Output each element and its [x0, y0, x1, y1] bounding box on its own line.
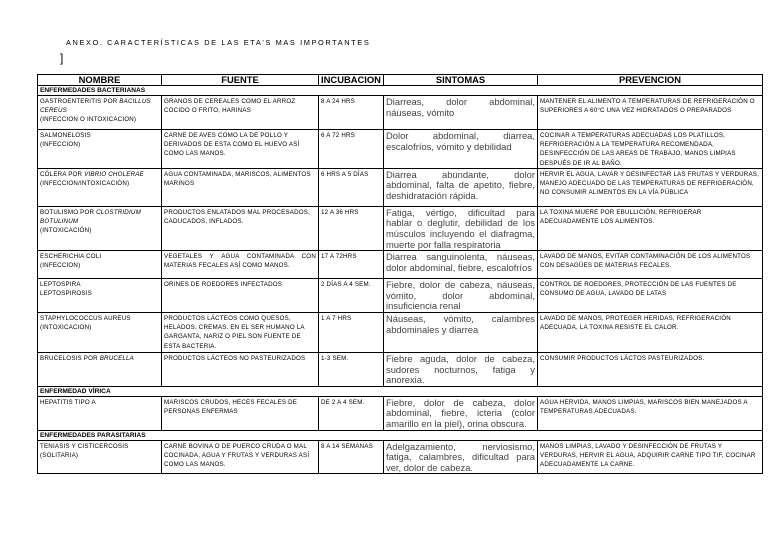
cell-incubacion: 2 DÍAS A 4 SEM.: [319, 279, 384, 313]
cell-nombre: [38, 312, 162, 352]
cell-nombre: [38, 352, 162, 386]
cell-nombre: [38, 168, 162, 206]
cell-prevencion: CONSUMIR PRODUCTOS LÁCTOS PASTEURIZADOS.: [538, 352, 763, 386]
cell-prevencion: AGUA HERVIDA, MANOS LIMPIAS, MARISCOS BIEN MANEJADOS A TEMPERATURAS ADECUADAS.: [538, 396, 763, 430]
cell-incubacion: 17 A 72HRS: [319, 251, 384, 279]
name-text: BOTULISMO POR: [40, 208, 97, 216]
cell-incubacion: 8 A 14 SEMANAS: [319, 440, 384, 474]
name-type: (INTOXICACION): [40, 324, 92, 332]
cell-sintomas: Diarrea abundante, dolor abdominal, falta de apetito, fiebre, deshidratación rápida.: [384, 168, 538, 206]
cell-prevencion: LAVADO DE MANOS, PROTEGER HERIDAS, REFRIGERACIÓN ADECUADA, LA TOXINA RESISTE EL CALOR.: [538, 312, 763, 352]
name-type: (INFECCION): [40, 262, 81, 270]
cell-incubacion: 6 HRS A 5 DÍAS: [319, 168, 384, 206]
name-text: SALMONELOSIS: [40, 132, 91, 139]
organism-name: CLOSTRIDIUM BOTULINUM: [40, 208, 141, 226]
name-type: (INFECCION O INTOXICACION): [40, 116, 137, 124]
table-row: [38, 312, 763, 352]
name-text: GASTROENTERITIS POR: [40, 98, 120, 105]
cell-fuente: CARNE DE AVES COMO LA DE POLLO Y DERIVADOS DE ESTA COMO EL HUEVO ASÍ COMO LAS MANOS.: [162, 130, 319, 169]
name-text: STAPHYLOCOCCUS AUREUS: [40, 314, 131, 322]
cell-sintomas: Fiebre, dolor de cabeza, dolor abdominal, fiebre, icteria (color amarillo en la piel), orina obscura.: [384, 396, 538, 430]
name-type: (INTOXICACIÓN): [40, 227, 92, 235]
section-label: ENFERMEDAD VÍRICA: [38, 386, 763, 396]
cell-incubacion: 12 A 36 HRS: [319, 206, 384, 250]
table-header-row: [38, 75, 763, 86]
header-nombre: NOMBRE: [38, 75, 162, 86]
section-label: ENFERMEDADES PARASITARIAS: [38, 430, 763, 440]
cell-sintomas: Dolor abdominal, diarrea, escalofríos, vómito y debilidad: [384, 130, 538, 169]
table-row: [38, 279, 763, 313]
cell-fuente: PRODUCTOS LÁCTEOS NO PASTEURIZADOS: [162, 352, 319, 386]
organism-name: VIBRIO CHOLERAE: [84, 170, 144, 178]
name-type: LEPTOSPIROSIS: [40, 290, 93, 298]
cell-prevencion: HERVIR EL AGUA, LAVAR Y DESINFECTAR LAS FRUTAS Y VERDURAS, MANEJO ADECUADO DE LAS TEMPERATURAS DE REFRIGERACIÓN, NO CONSUMIR ALIMENTOS EN LA VÍA PÚBLICA: [538, 168, 763, 206]
cell-fuente: PRODUCTOS LÁCTEOS COMO QUESOS, HELADOS, CREMAS. EN EL SER HUMANO LA GARGANTA, NARIZ O PIEL SON FUENTE DE ESTA BACTERIA.: [162, 312, 319, 352]
name-text: CÓLERA POR: [40, 170, 85, 178]
table-row: [38, 130, 763, 169]
cell-incubacion: 1 A 7 HRS: [319, 312, 384, 352]
cell-prevencion: LAVADO DE MANOS, EVITAR CONTAMINACIÓN DE LOS ALIMENTOS CON DESAGÜES DE MATERIAS FECALES.: [538, 251, 763, 279]
organism-name: BRUCELLA: [99, 354, 135, 362]
section-row-parasitic: [38, 430, 763, 440]
cell-prevencion: COCINAR A TEMPERATURAS ADECUADAS LOS PLATILLOS, REFRIGERACIÓN A LA TEMPERATURA RECOMENDADA, DESINFECCIÓN DE LAS AREAS DE TRABAJO, MANOS LIMPIAS DESPUÉS DE IR AL BAÑO.: [538, 130, 763, 169]
cell-fuente: GRANOS DE CEREALES COMO EL ARROZ COCIDO O FRITO, HARINAS: [162, 96, 319, 130]
organism-name: BACILLUS CEREUS: [40, 98, 151, 115]
document-title: ANEXO. CARACTERÍSTICAS DE LAS ETA'S MAS IMPORTANTES: [66, 38, 371, 47]
name-type: (INFECCION/INTOXICACIÓN): [40, 180, 130, 188]
cell-nombre: [38, 251, 162, 279]
cell-nombre: [38, 96, 162, 130]
cell-sintomas: Diarreas, dolor abdominal, náuseas, vómito: [384, 96, 538, 130]
name-text: LEPTOSPIRA: [40, 281, 81, 289]
section-row-viral: [38, 386, 763, 396]
cell-incubacion: 8 A 24 HRS: [319, 96, 384, 130]
cell-nombre: [38, 130, 162, 169]
cell-sintomas: Diarrea sanguinolenta, náuseas, dolor abdominal, fiebre, escalofríos: [384, 251, 538, 279]
cell-prevencion: MANOS LIMPIAS, LAVADO Y DESINFECCIÓN DE FRUTAS Y VERDURAS, HERVIR EL AGUA, ADQUIRIR CARNE TIPO TIF, COCINAR ADECUADAMENTE LA CARNE.: [538, 440, 763, 474]
table-row: [38, 396, 763, 430]
section-row-bacterial: [38, 86, 763, 96]
text-cursor-mark: ]: [60, 51, 64, 65]
table-row: [38, 352, 763, 386]
header-fuente: FUENTE: [162, 75, 319, 86]
cell-fuente: PRODUCTOS ENLATADOS MAL PROCESADOS, CADUCADOS, INFLADOS.: [162, 206, 319, 250]
cell-incubacion: 1-3 SEM.: [319, 352, 384, 386]
header-prevencion: PREVENCION: [538, 75, 763, 86]
cell-prevencion: LA TOXINA MUERE POR EBULLICIÓN, REFRIGERAR ADECUADAMENTE LOS ALIMENTOS.: [538, 206, 763, 250]
cell-prevencion: CONTROL DE ROEDORES, PROTECCIÓN DE LAS FUENTES DE CONSUMO DE AGUA, LAVADO DE LATAS: [538, 279, 763, 313]
cell-sintomas: Fiebre, dolor de cabeza, náuseas, vómito, dolor abdominal, insuficiencia renal: [384, 279, 538, 313]
cell-prevencion: MANTENER EL ALIMENTO A TEMPERATURAS DE REFRIGERACIÓN O SUPERIORES A 60°C UNA VEZ HIDRATADOS O PREPARADOS: [538, 96, 763, 130]
cell-nombre: [38, 279, 162, 313]
table-row: [38, 440, 763, 474]
table-row: [38, 251, 763, 279]
cell-nombre: [38, 396, 162, 430]
name-text: BRUCELOSIS POR: [40, 354, 100, 362]
table-row: [38, 206, 763, 250]
cell-nombre: [38, 206, 162, 250]
name-type: (INFECCION): [40, 141, 81, 149]
cell-fuente: MARISCOS CRUDOS, HECES FECALES DE PERSONAS ENFERMAS: [162, 396, 319, 430]
cell-nombre: [38, 440, 162, 474]
cell-sintomas: Náuseas, vómito, calambres abdominales y diarrea: [384, 312, 538, 352]
cell-fuente: ORINES DE ROEDORES INFECTADOS: [162, 279, 319, 313]
cell-incubacion: 6 A 72 HRS: [319, 130, 384, 169]
cell-sintomas: Adelgazamiento, nerviosismo, fatiga, calambres, dificultad para ver, dolor de cabeza.: [384, 440, 538, 474]
cell-sintomas: Fiebre aguda, dolor de cabeza, sudores nocturnos, fatiga y anorexia.: [384, 352, 538, 386]
name-text: ESCHERICHIA COLI: [40, 253, 102, 261]
cell-fuente: CARNE BOVINA O DE PUERCO CRUDA O MAL COCINADA, AGUA Y FRUTAS Y VERDURAS ASÍ COMO LAS MANOS.: [162, 440, 319, 474]
name-text: HEPATITIS TIPO A: [40, 398, 96, 406]
cell-fuente: AGUA CONTAMINADA, MARISCOS, ALIMENTOS MARINOS: [162, 168, 319, 206]
cell-sintomas: Fatiga, vértigo, dificultad para hablar o deglutir, debilidad de los músculos incluyendo el diafragma, muerte por falla respiratoria: [384, 206, 538, 250]
section-label: ENFERMEDADES BACTERIANAS: [38, 86, 763, 96]
header-incubacion: INCUBACION: [319, 75, 384, 86]
name-text: TENIASIS Y CISTICERCOSIS: [40, 442, 129, 450]
name-type: (SOLITARIA): [40, 451, 79, 459]
table-row: [38, 96, 763, 130]
cell-fuente: VEGETALES Y AGUA CONTAMINADA CON MATERIAS FECALES ASÍ COMO MANOS.: [162, 251, 319, 279]
table-row: [38, 168, 763, 206]
cell-incubacion: DE 2 A 4 SEM.: [319, 396, 384, 430]
header-sintomas: SINTOMAS: [384, 75, 538, 86]
eta-table: [37, 74, 763, 474]
